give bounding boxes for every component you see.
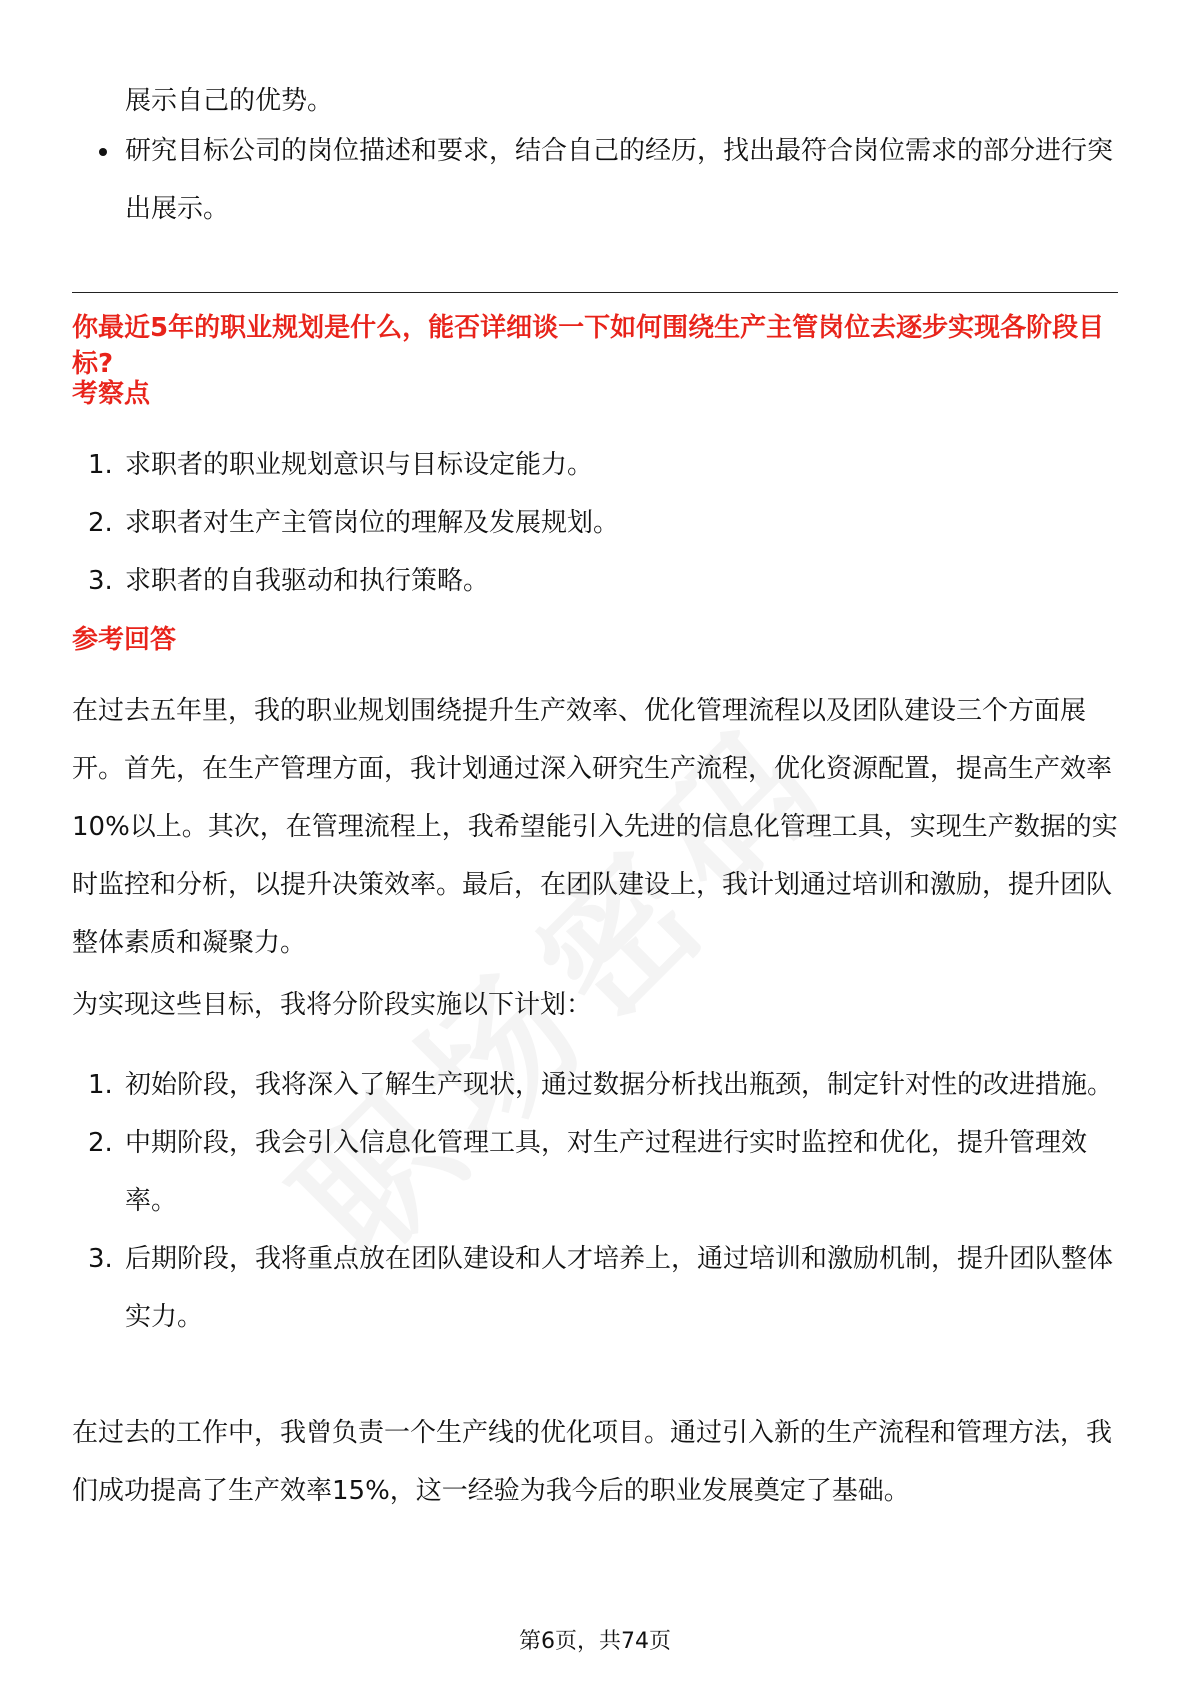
list-item [72,494,1118,552]
list-text: 求职者的自我驱动和执行策略。 [125,566,490,596]
list-item [72,552,1118,610]
list-text: 求职者对生产主管岗位的理解及发展规划。 [125,508,620,538]
focus-title: 考察点 [72,379,151,409]
list-number: 3. [88,566,113,596]
bullet-list [72,122,1118,238]
list-text: 后期阶段，我将重点放在团队建设和人才培养上，通过培训和激励机制，提升团队整体实力。 [125,1244,1114,1332]
plan-list [72,1056,1118,1346]
list-number: 3. [88,1244,113,1274]
list-item [72,1114,1118,1230]
list-text: 求职者的职业规划意识与目标设定能力。 [125,450,594,480]
list-item: 研究目标公司的岗位描述和要求，结合自己的经历，找出最符合岗位需求的部分进行突出展示。 [72,122,1118,238]
answer-paragraph-1: 在过去五年里，我的职业规划围绕提升生产效率、优化管理流程以及团队建设三个方面展开。首先，在生产管理方面，我计划通过深入研究生产流程，优化资源配置，提高生产效率10%以上。其次，在管理流程上，我希望能引入先进的信息化管理工具，实现生产数据的实时监控和分析，以提升决策效率。最后，在团队建设上，我计划通过培训和激励，提升团队整体素质和凝聚力。 [72,696,1118,958]
page-number: 第6页，共74页 [519,1629,671,1654]
list-text: 初始阶段，我将深入了解生产现状，通过数据分析找出瓶颈，制定针对性的改进措施。 [125,1070,1114,1100]
list-number: 1. [88,1070,113,1100]
list-item [72,1230,1118,1346]
answer-paragraph-3: 在过去的工作中，我曾负责一个生产线的优化项目。通过引入新的生产流程和管理方法，我们成功提高了生产效率15%，这一经验为我今后的职业发展奠定了基础。 [72,1418,1113,1506]
question-heading: 你最近5年的职业规划是什么，能否详细谈一下如何围绕生产主管岗位去逐步实现各阶段目标? [72,313,1105,379]
list-number: 2. [88,1128,113,1158]
list-item [72,1056,1118,1114]
list-text: 中期阶段，我会引入信息化管理工具，对生产过程进行实时监控和优化，提升管理效率。 [125,1128,1088,1216]
answer-title: 参考回答 [72,625,177,655]
section-divider [72,292,1118,293]
list-number: 2. [88,508,113,538]
list-number: 1. [88,450,113,480]
list-item [72,436,1118,494]
continued-text: 展示自己的优势。 [125,86,334,116]
focus-list [72,436,1118,610]
answer-paragraph-2: 为实现这些目标，我将分阶段实施以下计划： [72,990,593,1020]
